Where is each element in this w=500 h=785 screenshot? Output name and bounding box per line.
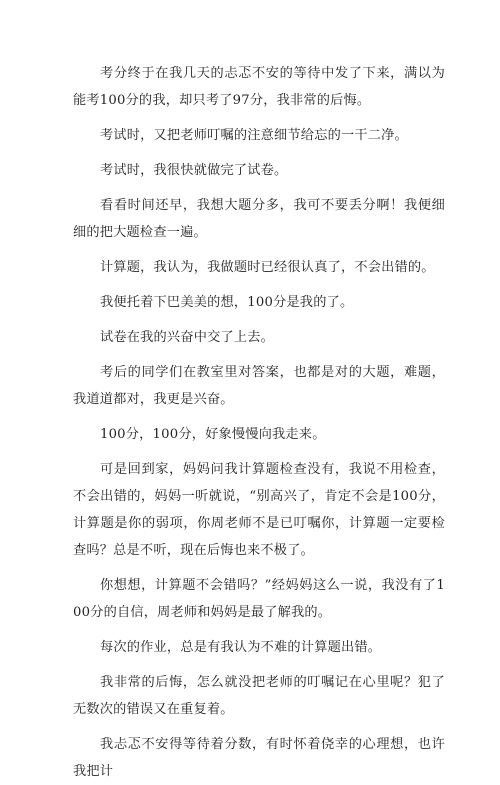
paragraph-8: 考后的同学们在教室里对答案，也都是对的大题，难题，我道道都对，我更是兴奋。 [73,365,445,407]
paragraph-11: 你想想，计算题不会错吗？”经妈妈这么一说，我没有了100分的自信，周老师和妈妈是最了解我的。 [73,578,445,620]
paragraph-9: 100分，100分，好象慢慢向我走来。 [100,427,326,442]
paragraph-4: 看看时间还早，我想大题分多，我可不要丢分啊！我便细细的把大题检查一遍。 [73,198,445,240]
paragraph-13: 我非常的后悔，怎么就没把老师的叮嘱记在心里呢？犯了无数次的错误又在重复着。 [73,675,445,717]
paragraph-12: 每次的作业，总是有我认为不难的计算题出错。 [100,640,382,655]
paragraph-2: 考试时，又把老师叮嘱的注意细节给忘的一干二净。 [100,128,408,143]
paragraph-10: 可是回到家，妈妈问我计算题检查没有，我说不用检查，不会出错的，妈妈一听就说，“别高兴了，肯定不会是100分，计算题是你的弱项，你周老师不是已叮嘱你，计算题一定要检查吗？总是不听，现在后悔也来不极了。 [73,462,445,558]
paragraph-5: 计算题，我认为，我做题时已经很认真了，不会出错的。 [100,260,435,275]
paragraph-1: 考分终于在我几天的忐忑不安的等待中发了下来，满以为能考100分的我，却只考了97分，我非常的后悔。 [73,66,445,108]
paragraph-6: 我便托着下巴美美的想，100分是我的了。 [100,295,354,310]
paragraph-3: 考试时，我很快就做完了试卷。 [100,163,288,178]
paragraph-14: 我忐忑不安得等待着分数，有时怀着侥幸的心理想，也许我把计 [73,737,445,779]
paragraph-7: 试卷在我的兴奋中交了上去。 [100,330,275,345]
essay-body [73,60,445,785]
